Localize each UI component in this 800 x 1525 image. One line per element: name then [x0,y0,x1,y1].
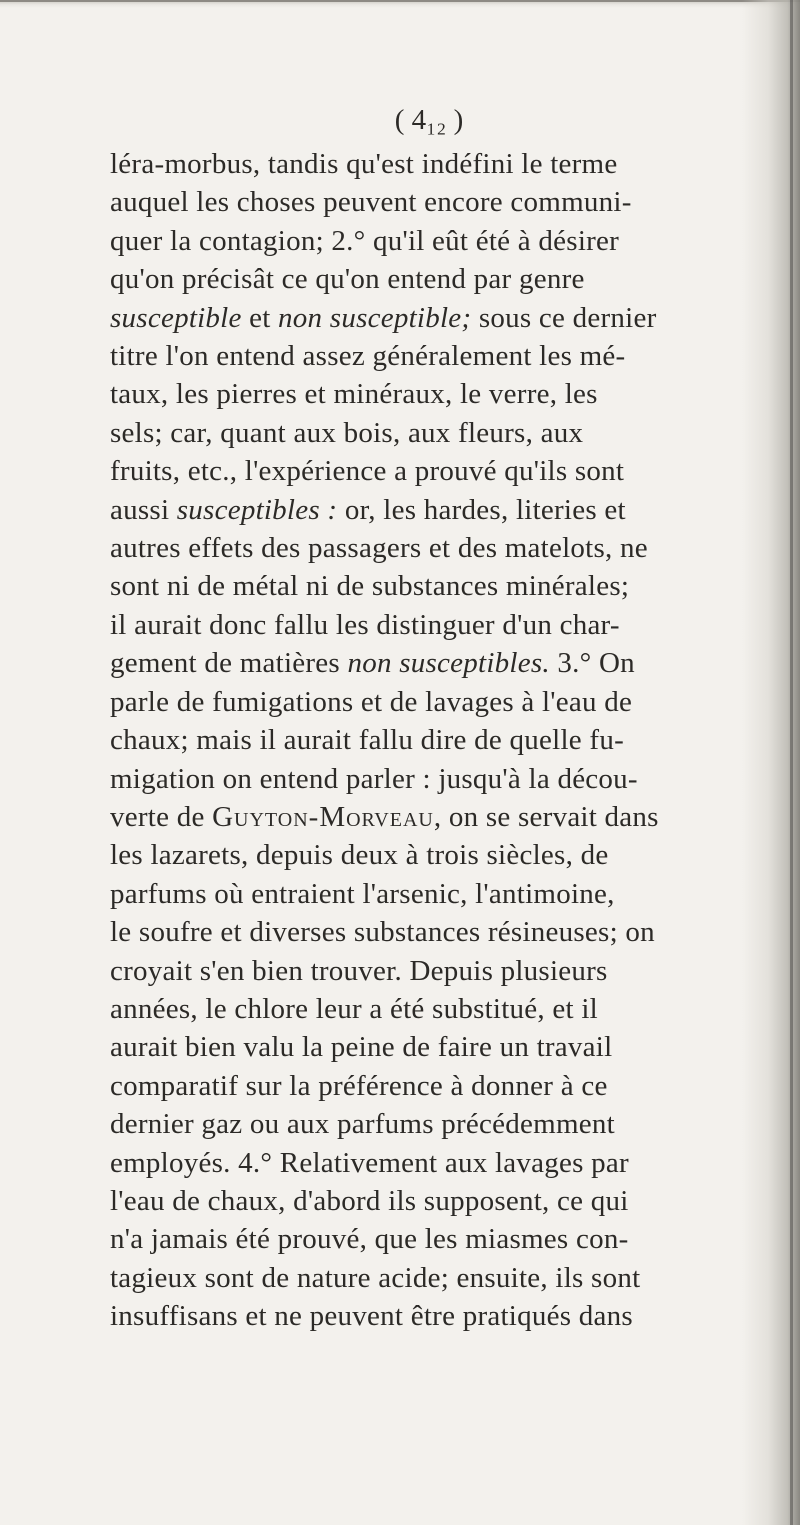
page-text-block [110,101,778,1336]
text-run: tagieux sont de nature acide; ensuite, ils sont [110,1261,641,1294]
text-run: , on se servait dans [433,800,659,833]
text-line [110,529,778,567]
text-line [110,567,778,605]
text-line [110,375,778,413]
text-line [110,260,778,298]
text-run: sont ni de métal ni de substances minérales; [110,570,630,603]
text-run: aussi [110,493,177,526]
text-run: le soufre et diverses substances résineuses; on [110,916,655,949]
text-line [110,606,778,644]
text-run: léra-morbus, tandis qu'est indéfini le terme [110,148,618,180]
text-run: autres effets des passagers et des matelots, ne [110,532,648,565]
text-line [110,913,778,951]
text-run: parle de fumigations et de lavages à l'eau de [110,685,633,718]
text-run: taux, les pierres et minéraux, le verre, les [110,378,598,411]
text-run: sels; car, quant aux bois, aux fleurs, aux [110,416,584,449]
italic-term: susceptibles : [176,493,338,526]
text-line [110,299,778,337]
italic-term: non susceptible; [278,301,472,334]
text-line [110,990,778,1028]
text-run: titre l'on entend assez généralement les mé- [110,340,626,373]
text-run: chaux; mais il aurait fallu dire de quelle fu- [110,724,624,757]
text-run: aurait bien valu la peine de faire un travail [110,1031,613,1064]
text-run: verte de [110,800,213,833]
page-number: ( 4₁₂ ) [394,104,464,136]
text-line [110,683,778,721]
text-run: fruits, etc., l'expérience a prouvé qu'ils sont [110,455,625,488]
text-run: insuffisans et ne peuvent être pratiqués dans [110,1300,633,1333]
italic-term: susceptible [110,301,242,334]
text-run: migation on entend parler : jusqu'à la décou- [110,762,638,795]
text-line [110,452,778,490]
text-run: croyait s'en bien trouver. Depuis plusieurs [110,954,608,987]
text-line [110,183,778,221]
text-line [110,1144,778,1182]
text-run: auquel les choses peuvent encore communi- [110,186,632,219]
text-line [110,1067,778,1105]
text-line [110,760,778,798]
text-line [110,1028,778,1066]
text-run: les lazarets, depuis deux à trois siècles, de [110,839,609,872]
top-edge-line [0,0,800,2]
text-run: sous ce dernier [471,301,657,334]
text-line [110,145,778,183]
author-name: Guyton-Morveau [212,800,434,833]
text-run: années, le chlore leur a été substitué, et il [110,992,598,1025]
text-run: dernier gaz ou aux parfums précédemment [110,1108,615,1141]
text-run: or, les hardes, literies et [337,493,626,526]
text-run: parfums où entraient l'arsenic, l'antimoine, [110,877,615,910]
italic-term: non susceptibles. [347,647,550,680]
text-line [110,337,778,375]
text-line [110,1182,778,1220]
text-run: il aurait donc fallu les distinguer d'un char- [110,608,620,641]
text-run: n'a jamais été prouvé, que les miasmes con- [110,1223,629,1256]
text-line [110,414,778,452]
text-line [110,1220,778,1258]
text-line [110,1259,778,1297]
text-line [110,836,778,874]
text-line [110,491,778,529]
text-line [110,875,778,913]
text-run: 3.° On [549,647,635,680]
text-run: employés. 4.° Relativement aux lavages par [110,1146,629,1179]
text-line [110,222,778,260]
text-line [110,1105,778,1143]
text-line [110,1297,778,1335]
text-run: comparatif sur la préférence à donner à ce [110,1069,608,1102]
text-run: quer la contagion; 2.° qu'il eût été à désirer [110,224,620,257]
text-run: et [241,301,279,334]
text-run: gement de matières [110,647,348,680]
text-line [110,798,778,836]
text-run: qu'on précisât ce qu'on entend par genre [110,263,585,296]
text-line [110,644,778,682]
text-line [110,721,778,759]
text-line [110,952,778,990]
text-run: l'eau de chaux, d'abord ils supposent, ce qui [110,1184,629,1217]
binding-edge [790,0,793,1525]
